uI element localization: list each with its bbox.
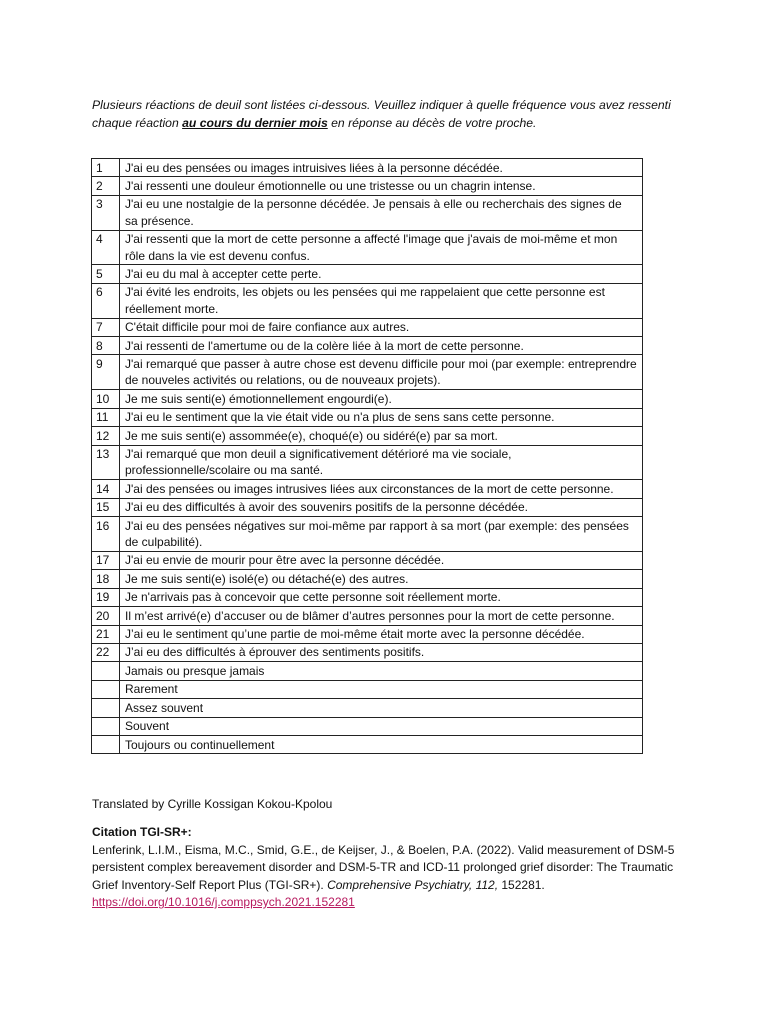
item-number: 9	[92, 355, 120, 390]
table-row	[92, 265, 643, 283]
table-row	[92, 551, 643, 569]
table-row	[92, 337, 643, 355]
citation	[92, 824, 692, 912]
citation-pages: 152281.	[498, 877, 545, 892]
item-text: J'ai eu une nostalgie de la personne décédée. Je pensais à elle ou recherchais des signes de sa présence.	[120, 195, 643, 230]
table-row	[92, 408, 643, 426]
table-row	[92, 625, 643, 643]
translator-credit: Translated by Cyrille Kossigan Kokou-Kpolou	[92, 797, 333, 811]
response-option: Jamais ou presque jamais	[120, 662, 643, 680]
item-number: 3	[92, 195, 120, 230]
table-row	[92, 480, 643, 498]
table-row	[92, 283, 643, 318]
item-text: Je me suis senti(e) assommée(e), choqué(e) ou sidéré(e) par sa mort.	[120, 427, 643, 445]
table-row	[92, 159, 643, 177]
table-row	[92, 195, 643, 230]
option-row	[92, 736, 643, 754]
item-number: 8	[92, 337, 120, 355]
table-row	[92, 390, 643, 408]
item-number: 7	[92, 318, 120, 336]
item-text: J'ai eu des difficultés à avoir des souvenirs positifs de la personne décédée.	[120, 498, 643, 516]
item-number: 4	[92, 230, 120, 265]
item-number: 13	[92, 445, 120, 480]
item-number: 5	[92, 265, 120, 283]
item-text: J'ai eu le sentiment que la vie était vide ou n'a plus de sens sans cette personne.	[120, 408, 643, 426]
item-number: 21	[92, 625, 120, 643]
doi-link[interactable]: https://doi.org/10.1016/j.comppsych.2021.152281	[92, 895, 355, 909]
option-empty-cell	[92, 662, 120, 680]
item-number: 20	[92, 607, 120, 625]
item-number: 10	[92, 390, 120, 408]
item-text: J'ai remarqué que mon deuil a significativement détérioré ma vie sociale, professionnelle/scolaire ou ma santé.	[120, 445, 643, 480]
instructions-emphasis: au cours du dernier mois	[182, 116, 328, 131]
table-row	[92, 570, 643, 588]
table-row	[92, 498, 643, 516]
table-row	[92, 445, 643, 480]
item-text: J'ai eu envie de mourir pour être avec la personne décédée.	[120, 551, 643, 569]
response-option: Toujours ou continuellement	[120, 736, 643, 754]
item-number: 6	[92, 283, 120, 318]
item-number: 14	[92, 480, 120, 498]
item-number: 2	[92, 177, 120, 195]
item-text: Il m’est arrivé(e) d’accuser ou de blâmer d’autres personnes pour la mort de cette personne.	[120, 607, 643, 625]
instructions-text-end: en réponse au décès de votre proche.	[327, 116, 537, 131]
instructions	[92, 96, 682, 132]
response-option: Rarement	[120, 680, 643, 698]
citation-text: Lenferink, L.I.M., Eisma, M.C., Smid, G.E., de Keijser, J., & Boelen, P.A. (2022). Valid measurement of DSM-5 persistent complex bereavement disorder and DSM-5-TR and ICD-11 prolonged grief disorder: The Traumatic Grief Inventory-Self Report Plus (TGI-SR+).	[92, 842, 675, 892]
item-text: J'ai ressenti que la mort de cette personne a affecté l'image que j'avais de moi-même et mon rôle dans la vie est devenu confus.	[120, 230, 643, 265]
item-text: J'ai eu des pensées négatives sur moi-même par rapport à sa mort (par exemple: des pensées de culpabilité).	[120, 517, 643, 552]
option-row	[92, 699, 643, 717]
option-row	[92, 680, 643, 698]
item-text: J'ai évité les endroits, les objets ou les pensées qui me rappelaient que cette personne est réellement morte.	[120, 283, 643, 318]
table-row	[92, 230, 643, 265]
item-text: Je n'arrivais pas à concevoir que cette personne soit réellement morte.	[120, 588, 643, 606]
item-text: Je me suis senti(e) émotionnellement engourdi(e).	[120, 390, 643, 408]
item-number: 16	[92, 517, 120, 552]
option-row	[92, 662, 643, 680]
citation-heading: Citation TGI-SR+:	[92, 825, 192, 839]
item-number: 17	[92, 551, 120, 569]
item-text: J'ai remarqué que passer à autre chose est devenu difficile pour moi (par exemple: entreprendre de nouveles activités ou relations, ou de nouveaux projets).	[120, 355, 643, 390]
citation-journal: Comprehensive Psychiatry, 112,	[327, 877, 499, 892]
table-row	[92, 177, 643, 195]
item-text: J’ai eu des difficultés à éprouver des sentiments positifs.	[120, 643, 643, 661]
item-text: J'ai eu des pensées ou images intruisives liées à la personne décédée.	[120, 159, 643, 177]
item-number: 1	[92, 159, 120, 177]
item-number: 15	[92, 498, 120, 516]
table-row	[92, 607, 643, 625]
table-row	[92, 643, 643, 661]
item-number: 18	[92, 570, 120, 588]
item-number: 11	[92, 408, 120, 426]
table-row	[92, 427, 643, 445]
item-text: J'ai ressenti une douleur émotionnelle ou une tristesse ou un chagrin intense.	[120, 177, 643, 195]
item-text: J'ai eu du mal à accepter cette perte.	[120, 265, 643, 283]
table-row	[92, 517, 643, 552]
instructions-text: Plusieurs réactions de deuil sont listées ci-dessous. Veuillez indiquer à quelle fréquence vous avez ressenti chaque réaction	[92, 98, 671, 131]
option-row	[92, 717, 643, 735]
response-option: Souvent	[120, 717, 643, 735]
table-row	[92, 318, 643, 336]
item-text: J’ai eu le sentiment qu’une partie de moi-même était morte avec la personne décédée.	[120, 625, 643, 643]
table-row	[92, 355, 643, 390]
questionnaire-table	[91, 158, 643, 754]
item-text: J'ai des pensées ou images intrusives liées aux circonstances de la mort de cette personne.	[120, 480, 643, 498]
item-text: Je me suis senti(e) isolé(e) ou détaché(e) des autres.	[120, 570, 643, 588]
response-option: Assez souvent	[120, 699, 643, 717]
item-number: 12	[92, 427, 120, 445]
item-number: 19	[92, 588, 120, 606]
option-empty-cell	[92, 736, 120, 754]
item-number: 22	[92, 643, 120, 661]
option-empty-cell	[92, 699, 120, 717]
table-row	[92, 588, 643, 606]
option-empty-cell	[92, 717, 120, 735]
item-text: J'ai ressenti de l'amertume ou de la colère liée à la mort de cette personne.	[120, 337, 643, 355]
option-empty-cell	[92, 680, 120, 698]
item-text: C'était difficile pour moi de faire confiance aux autres.	[120, 318, 643, 336]
